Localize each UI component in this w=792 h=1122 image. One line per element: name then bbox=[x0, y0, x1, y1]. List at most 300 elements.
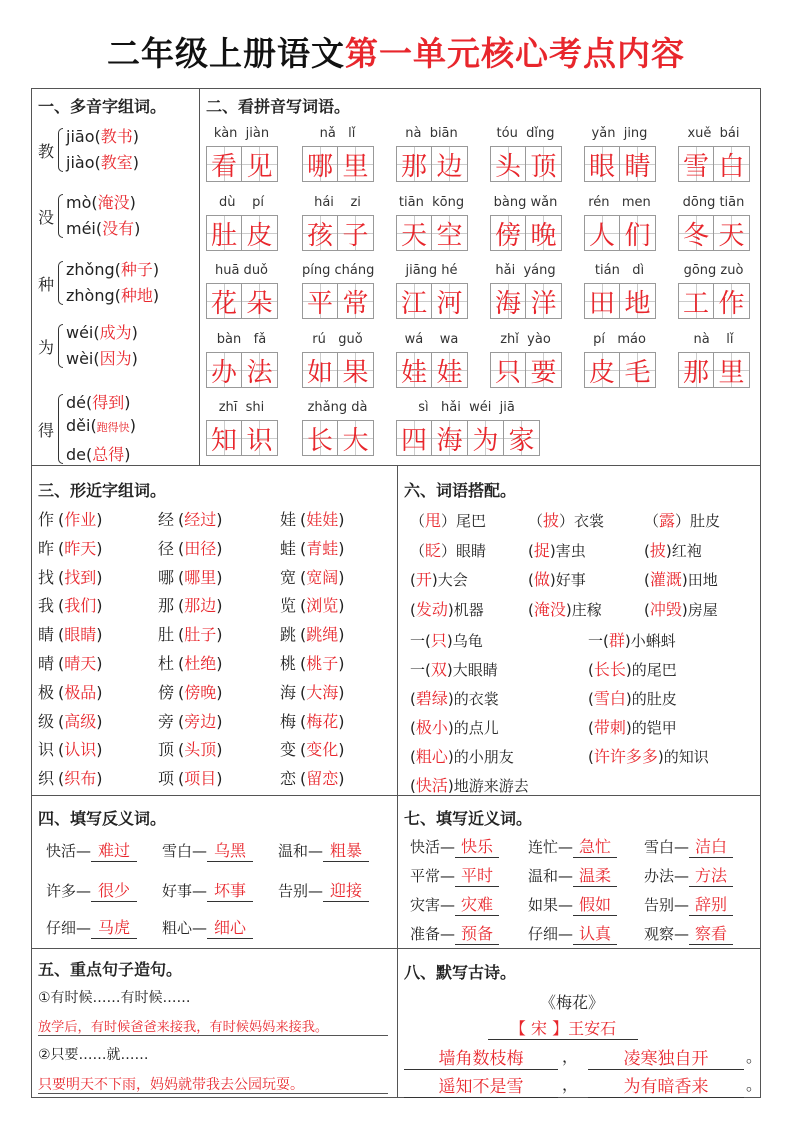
phrase bbox=[410, 628, 483, 651]
collocation bbox=[528, 508, 604, 531]
paren: ( bbox=[178, 538, 185, 558]
noun: )庄稼 bbox=[565, 600, 602, 619]
noun: )好事 bbox=[549, 571, 586, 589]
word: 仔细— bbox=[528, 925, 574, 943]
word-answer: 快活 bbox=[415, 776, 448, 795]
antonym-item bbox=[162, 838, 253, 862]
polyphone-item bbox=[66, 216, 140, 239]
word: 许多— bbox=[46, 882, 92, 900]
word-answer: 极小 bbox=[415, 718, 448, 737]
paren: ( bbox=[58, 769, 65, 789]
grid-cell: 顶 bbox=[526, 146, 562, 182]
antonym-answer: 很少 bbox=[91, 878, 137, 902]
collocation bbox=[644, 538, 702, 561]
pinyin-label: kàn jiàn bbox=[213, 126, 270, 141]
noun: )红袍 bbox=[665, 541, 702, 560]
paren: ) bbox=[216, 510, 223, 529]
pinyin: wèi( bbox=[66, 349, 100, 368]
similar-char-row bbox=[38, 622, 103, 645]
synonym-item bbox=[644, 863, 733, 887]
word-answer: 头顶 bbox=[184, 740, 217, 760]
word-answer: 甩 bbox=[425, 511, 442, 530]
paren: ) bbox=[216, 769, 223, 789]
pinyin-label: hǎi yáng bbox=[495, 263, 556, 278]
grid-cell: 看 bbox=[206, 146, 242, 182]
word-answer: 跳绳 bbox=[306, 625, 339, 645]
grid-cell: 朵 bbox=[242, 283, 278, 319]
tian-grid bbox=[302, 215, 374, 251]
antonym-answer: 乌黑 bbox=[207, 838, 253, 862]
word-answer: 只 bbox=[430, 631, 447, 650]
word-answer: 没有 bbox=[102, 219, 135, 238]
poem-title: 《梅花》 bbox=[540, 993, 605, 1012]
antonym-item bbox=[46, 878, 137, 902]
tian-grid bbox=[302, 283, 374, 319]
polyphone-item bbox=[66, 257, 159, 280]
paren: ( bbox=[58, 682, 65, 702]
polyphone-item bbox=[66, 442, 131, 465]
paren: ( bbox=[528, 571, 534, 589]
similar-char-row bbox=[158, 593, 223, 616]
pinyin-label: jiāng hé bbox=[405, 263, 458, 278]
noun: )大眼睛 bbox=[446, 661, 498, 679]
similar-char-row bbox=[38, 565, 103, 588]
grid-cell: 孩 bbox=[302, 215, 338, 251]
word-answer: 碧绿 bbox=[415, 689, 448, 708]
similar-char-row bbox=[38, 507, 103, 530]
tian-grid bbox=[396, 215, 468, 251]
grid-cell: 毛 bbox=[620, 352, 656, 388]
grid-cell: 河 bbox=[432, 283, 468, 319]
paren-close: ) bbox=[152, 260, 160, 279]
pinyin: jiào( bbox=[66, 153, 101, 172]
pinyin-label: zhǐ yào bbox=[500, 332, 551, 347]
paren: ) bbox=[216, 596, 223, 616]
paren: ) bbox=[96, 740, 103, 760]
word-answer: 灌溉 bbox=[649, 570, 682, 589]
word-answer: 昨天 bbox=[64, 538, 97, 558]
tian-grid bbox=[584, 215, 656, 251]
grid-cell: 平 bbox=[302, 283, 338, 319]
synonym-answer: 认真 bbox=[573, 921, 617, 945]
similar-char-row bbox=[280, 680, 345, 703]
polyphone-item bbox=[66, 346, 138, 369]
antonym-answer: 粗暴 bbox=[323, 838, 369, 862]
pinyin-label: zhī shi bbox=[218, 400, 265, 415]
noun: )的尾巴 bbox=[625, 661, 677, 679]
word-answer: 雪白 bbox=[593, 689, 626, 708]
prefix: 一( bbox=[588, 632, 609, 650]
grid-cell: 子 bbox=[338, 215, 374, 251]
grid-cell: 法 bbox=[242, 352, 278, 388]
word: 雪白— bbox=[644, 838, 690, 856]
paren: ) bbox=[338, 596, 345, 616]
phrase bbox=[588, 744, 709, 767]
tian-grid bbox=[584, 146, 656, 182]
paren: ) bbox=[216, 538, 223, 558]
similar-char-row bbox=[158, 766, 223, 789]
grid-cell: 作 bbox=[714, 283, 750, 319]
paren: （ bbox=[528, 512, 544, 530]
char: 蛙 bbox=[280, 538, 297, 558]
word-answer: 极品 bbox=[64, 682, 97, 702]
collocation bbox=[528, 597, 602, 620]
word: 平常— bbox=[410, 867, 456, 885]
word-answer: 做 bbox=[533, 570, 550, 589]
noun: )机器 bbox=[447, 600, 484, 619]
tian-grid bbox=[584, 352, 656, 388]
word: 温和— bbox=[278, 842, 324, 860]
synonym-item bbox=[528, 892, 617, 916]
pinyin-label: tiān kōng bbox=[398, 195, 465, 210]
word-answer: 跑得快 bbox=[96, 421, 130, 434]
similar-char-row bbox=[38, 709, 103, 732]
word-answer: 变化 bbox=[306, 740, 339, 760]
brace bbox=[58, 194, 63, 238]
grid-cell: 知 bbox=[206, 420, 242, 456]
collocation bbox=[528, 538, 586, 561]
word-answer: 青蛙 bbox=[306, 538, 339, 558]
section-7-heading: 七、填写近义词。 bbox=[404, 809, 533, 828]
pinyin-label: gōng zuò bbox=[683, 263, 744, 278]
paren-close: ) bbox=[124, 393, 131, 412]
word-answer: 娃娃 bbox=[306, 510, 339, 529]
pinyin-label: bàn fǎ bbox=[216, 332, 267, 347]
noun: )田地 bbox=[681, 571, 718, 589]
similar-char-row bbox=[280, 766, 345, 789]
synonym-answer: 假如 bbox=[573, 892, 617, 916]
noun: )小蝌蚪 bbox=[624, 632, 676, 650]
paren: ) bbox=[216, 682, 223, 702]
antonym-answer: 难过 bbox=[91, 838, 137, 862]
polyphone-item bbox=[66, 320, 138, 343]
tian-grid bbox=[206, 146, 278, 182]
grid-cell: 雪 bbox=[678, 146, 714, 182]
similar-char-row bbox=[38, 680, 103, 703]
char: 级 bbox=[38, 711, 55, 731]
similar-char-row bbox=[158, 565, 223, 588]
prefix: ( bbox=[410, 748, 416, 766]
similar-char-row bbox=[38, 651, 103, 674]
tian-grid bbox=[302, 352, 374, 388]
pinyin: děi( bbox=[66, 416, 97, 435]
polyphone-char: 教 bbox=[38, 142, 55, 161]
prefix: 一( bbox=[410, 661, 431, 679]
grid-cell: 常 bbox=[338, 283, 374, 319]
grid-cell: 只 bbox=[490, 352, 526, 388]
word-answer: 眼睛 bbox=[64, 625, 97, 645]
antonym-answer: 坏事 bbox=[207, 878, 253, 902]
word-answer: 杜绝 bbox=[184, 654, 217, 673]
word-answer: 得到 bbox=[92, 393, 125, 412]
grid-cell: 大 bbox=[338, 420, 374, 456]
synonym-answer: 方法 bbox=[689, 863, 733, 887]
collocation bbox=[410, 597, 484, 620]
word-answer: 种子 bbox=[120, 260, 153, 279]
word-answer: 成为 bbox=[99, 323, 132, 342]
tian-grid bbox=[206, 283, 278, 319]
similar-char-row bbox=[280, 709, 345, 732]
word-answer: 冲毁 bbox=[649, 599, 682, 619]
pinyin-label: yǎn jing bbox=[591, 126, 648, 141]
word-answer: 淹没 bbox=[97, 193, 130, 212]
word-answer: 大海 bbox=[306, 682, 339, 702]
paren: ( bbox=[178, 567, 185, 587]
paren: ) bbox=[338, 654, 345, 673]
char: 睛 bbox=[38, 625, 55, 645]
pinyin-label: tián dì bbox=[594, 263, 645, 278]
grid-cell: 里 bbox=[338, 146, 374, 182]
divider bbox=[199, 88, 200, 465]
noun: )的肚皮 bbox=[625, 690, 677, 708]
sentence-prompt-2: ②只要……就…… bbox=[38, 1047, 149, 1063]
word-answer: 粗心 bbox=[415, 747, 448, 766]
paren: ) bbox=[96, 567, 103, 587]
char: 识 bbox=[38, 740, 55, 760]
noun: ）尾巴 bbox=[441, 512, 487, 530]
paren-close: ) bbox=[124, 445, 131, 464]
grid-cell: 海 bbox=[432, 420, 468, 456]
pinyin-label: huā duǒ bbox=[214, 263, 269, 278]
char: 宽 bbox=[280, 567, 297, 587]
similar-char-row bbox=[38, 536, 103, 559]
grid-cell: 那 bbox=[396, 146, 432, 182]
noun: )大会 bbox=[431, 571, 468, 589]
antonym-answer: 迎接 bbox=[323, 878, 369, 902]
tian-grid bbox=[490, 215, 562, 251]
similar-char-row bbox=[38, 593, 103, 616]
grid-cell: 花 bbox=[206, 283, 242, 319]
word: 仔细— bbox=[46, 919, 92, 937]
grid-cell: 头 bbox=[490, 146, 526, 182]
word-answer: 哪里 bbox=[184, 567, 217, 587]
word-answer: 宽阔 bbox=[306, 567, 339, 587]
paren: ( bbox=[178, 711, 185, 731]
char: 哪 bbox=[158, 567, 175, 587]
word: 观察— bbox=[644, 925, 690, 943]
paren: ( bbox=[178, 510, 185, 529]
pinyin: jiāo( bbox=[66, 127, 101, 146]
word-answer: 眨 bbox=[425, 540, 442, 560]
grid-cell: 人 bbox=[584, 215, 620, 251]
collocation bbox=[410, 538, 486, 561]
polyphone-item bbox=[66, 283, 159, 306]
prefix: 一( bbox=[410, 632, 431, 650]
grid-cell: 娃 bbox=[432, 352, 468, 388]
antonym-item bbox=[162, 915, 253, 939]
synonym-item bbox=[644, 921, 733, 945]
tian-grid bbox=[678, 352, 750, 388]
grid-cell: 天 bbox=[714, 215, 750, 251]
sentence-prompt-1: ①有时候……有时候…… bbox=[38, 990, 191, 1006]
synonym-answer: 快乐 bbox=[455, 834, 499, 858]
paren: ) bbox=[338, 682, 345, 702]
paren: ( bbox=[58, 510, 65, 529]
noun: )乌龟 bbox=[446, 632, 483, 650]
grid-cell: 娃 bbox=[396, 352, 432, 388]
pinyin-label: sì hǎi wéi jiā bbox=[418, 400, 515, 415]
pinyin-label: nà lǐ bbox=[693, 332, 734, 347]
section-8-heading: 八、默写古诗。 bbox=[404, 963, 517, 982]
synonym-answer: 灾难 bbox=[455, 892, 499, 916]
collocation bbox=[644, 597, 718, 620]
section-4-heading: 四、填写反义词。 bbox=[38, 809, 167, 828]
paren: ( bbox=[58, 538, 65, 558]
paren-close: ) bbox=[132, 127, 139, 146]
grid-cell: 洋 bbox=[526, 283, 562, 319]
section-1-heading: 一、多音字组词。 bbox=[38, 97, 167, 116]
antonym-answer: 马虎 bbox=[91, 915, 137, 939]
prefix: ( bbox=[410, 690, 416, 708]
tian-grid bbox=[206, 215, 278, 251]
paren: ) bbox=[216, 711, 223, 731]
phrase bbox=[588, 628, 676, 651]
paren: ( bbox=[300, 625, 307, 645]
synonym-answer: 辞别 bbox=[689, 892, 733, 916]
similar-char-row bbox=[280, 565, 345, 588]
paren: ( bbox=[58, 567, 65, 587]
prefix: ( bbox=[410, 777, 416, 795]
synonym-item bbox=[410, 921, 499, 945]
brace bbox=[58, 394, 63, 464]
paren: ( bbox=[178, 596, 185, 616]
paren: ) bbox=[338, 769, 345, 789]
pinyin-label: nà biān bbox=[405, 126, 458, 141]
word-answer: 种地 bbox=[120, 286, 153, 305]
grid-cell: 如 bbox=[302, 352, 338, 388]
paren: ) bbox=[216, 567, 223, 587]
prefix: ( bbox=[588, 748, 594, 766]
synonym-item bbox=[528, 863, 617, 887]
grid-cell: 里 bbox=[714, 352, 750, 388]
word-answer: 织布 bbox=[64, 769, 97, 789]
collocation bbox=[644, 508, 720, 531]
synonym-answer: 温柔 bbox=[573, 863, 617, 887]
char: 晴 bbox=[38, 654, 55, 673]
pinyin: dé( bbox=[66, 393, 93, 412]
tian-grid bbox=[584, 283, 656, 319]
noun: )的铠甲 bbox=[625, 719, 677, 737]
synonym-item bbox=[410, 834, 499, 858]
synonym-item bbox=[644, 892, 733, 916]
paren: ) bbox=[96, 769, 103, 789]
pinyin-label: xuě bái bbox=[687, 126, 740, 141]
similar-char-row bbox=[280, 737, 345, 760]
paren: ( bbox=[300, 654, 307, 673]
paren: ( bbox=[178, 682, 185, 702]
grid-cell: 哪 bbox=[302, 146, 338, 182]
grid-cell: 傍 bbox=[490, 215, 526, 251]
paren: ) bbox=[338, 567, 345, 587]
word-answer: 高级 bbox=[64, 711, 97, 731]
paren: ) bbox=[96, 711, 103, 731]
grid-cell: 睛 bbox=[620, 146, 656, 182]
pinyin-label: wá wa bbox=[404, 332, 459, 347]
noun: ）眼睛 bbox=[441, 541, 487, 560]
section-3-heading: 三、形近字组词。 bbox=[38, 481, 167, 500]
grid-cell: 海 bbox=[490, 283, 526, 319]
word-answer: 肚子 bbox=[184, 625, 217, 645]
poem-line-2b: 为有暗香来 bbox=[588, 1072, 744, 1098]
word-answer: 长长 bbox=[593, 660, 626, 679]
grid-cell: 四 bbox=[396, 420, 432, 456]
tian-grid bbox=[302, 420, 374, 456]
word-answer: 带刺 bbox=[593, 718, 626, 737]
char: 那 bbox=[158, 596, 175, 616]
paren: ) bbox=[96, 654, 103, 673]
similar-char-row bbox=[38, 737, 103, 760]
phrase bbox=[410, 715, 499, 738]
poem-line-1b: 凌寒独自开 bbox=[588, 1044, 744, 1070]
prefix: ( bbox=[588, 661, 594, 679]
word-answer: 因为 bbox=[99, 349, 132, 368]
divider bbox=[31, 795, 761, 796]
word-answer: 旁边 bbox=[184, 711, 217, 731]
polyphone-char: 种 bbox=[38, 275, 55, 294]
noun: ）衣裳 bbox=[559, 512, 605, 530]
pinyin-label: dōng tiān bbox=[682, 195, 745, 210]
char: 极 bbox=[38, 682, 55, 702]
title-red: 第一单元核心考点内容 bbox=[345, 34, 685, 73]
word: 告别— bbox=[644, 896, 690, 914]
word-answer: 浏览 bbox=[306, 596, 339, 616]
word-answer: 双 bbox=[430, 660, 447, 679]
paren-close: ) bbox=[131, 349, 138, 368]
similar-char-row bbox=[280, 651, 345, 674]
char: 览 bbox=[280, 596, 297, 616]
sentence-answer-2: 只要明天不下雨，妈妈就带我去公园玩耍。 bbox=[38, 1077, 304, 1093]
poem-author: 【 宋 】王安石 bbox=[488, 1016, 638, 1040]
section-2-heading: 二、看拼音写词语。 bbox=[206, 97, 351, 116]
word-answer: 群 bbox=[608, 631, 625, 650]
pinyin-label: zhǎng dà bbox=[307, 400, 368, 415]
divider bbox=[397, 465, 398, 1098]
brace bbox=[58, 128, 63, 172]
word-answer: 经过 bbox=[184, 510, 217, 529]
antonym-item bbox=[278, 878, 369, 902]
grid-cell: 见 bbox=[242, 146, 278, 182]
pinyin-label: hái zi bbox=[314, 195, 361, 210]
paren-close: ) bbox=[129, 193, 136, 212]
collocation bbox=[410, 508, 486, 531]
grid-cell: 肚 bbox=[206, 215, 242, 251]
paren: ) bbox=[338, 538, 345, 558]
noun: )的小朋友 bbox=[447, 748, 514, 766]
phrase bbox=[410, 686, 499, 709]
similar-char-row bbox=[280, 593, 345, 616]
word: 温和— bbox=[528, 867, 574, 885]
char: 我 bbox=[38, 596, 55, 616]
grid-cell: 白 bbox=[714, 146, 750, 182]
similar-char-row bbox=[158, 622, 223, 645]
sentence-answer-1: 放学后，有时候爸爸来接我，有时候妈妈来接我。 bbox=[38, 1020, 329, 1035]
paren-close: ) bbox=[132, 153, 139, 172]
comma: ， bbox=[562, 1075, 579, 1094]
word-answer: 许许多多 bbox=[593, 747, 658, 766]
noun: )的衣裳 bbox=[447, 690, 499, 708]
polyphone-item bbox=[66, 190, 136, 213]
word-answer: 找到 bbox=[64, 567, 97, 587]
pinyin-label: pí máo bbox=[593, 332, 646, 347]
paren: ( bbox=[300, 510, 307, 529]
char: 变 bbox=[280, 740, 297, 760]
synonym-answer: 平时 bbox=[455, 863, 499, 887]
char: 昨 bbox=[38, 538, 55, 558]
similar-char-row bbox=[158, 651, 223, 674]
paren: ( bbox=[644, 541, 650, 560]
polyphone-char: 为 bbox=[38, 338, 55, 357]
word-answer: 开 bbox=[415, 570, 432, 589]
